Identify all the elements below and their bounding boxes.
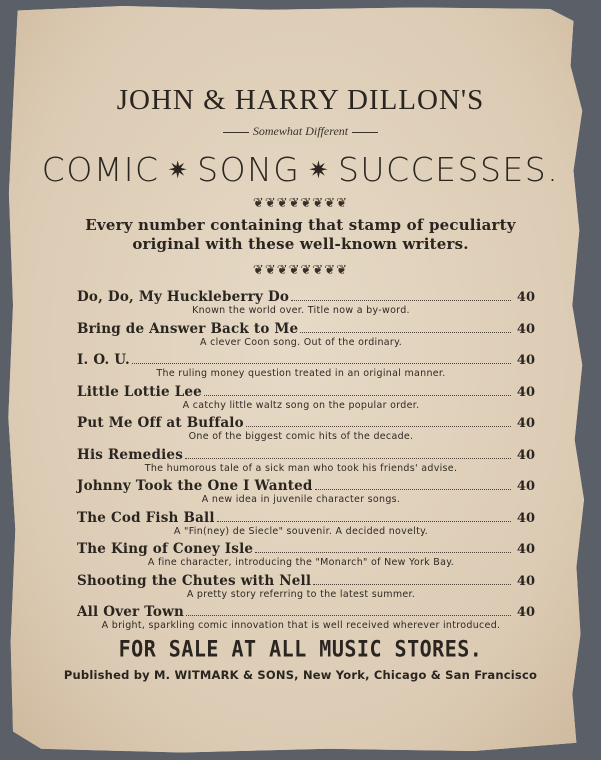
leader-dots [300,332,511,333]
song-price: 40 [516,416,535,431]
song-description: A bright, sparkling comic innovation that is well received wherever introduced. [101,620,501,631]
song-title: I. O. U. [77,352,130,368]
leader-dots [204,395,511,396]
song-entry [77,478,535,510]
song-description: A pretty story referring to the latest summer. [186,588,416,600]
song-entry [77,384,535,416]
leader-dots [186,615,511,616]
song-entry [77,415,535,447]
publisher-line: Published by M. WITMARK & SONS, New York, Chicago & San Francisco [63,668,538,682]
song-description: The ruling money question treated in an original manner. [156,368,446,379]
song-title: Little Lottie Lee [77,383,202,400]
leader-dots [217,521,511,522]
song-price: 40 [516,605,535,620]
left-flourish [223,132,249,133]
intro-text: Every number containing that stamp of peculiarty original with these well-known writers. [85,216,516,253]
song-price: 40 [516,353,535,368]
ornament-divider-bottom: ❦❦❦❦❦❦❦❦ [252,262,349,277]
song-title: Shooting the Chutes with Nell [77,572,312,589]
ornament-divider-top: ❦❦❦❦❦❦❦❦ [252,195,349,210]
song-title: Bring de Answer Back to Me [77,320,299,337]
sale-notice: FOR SALE AT ALL MUSIC STORES. [118,635,483,663]
song-title: All Over Town [77,604,184,620]
song-price: 40 [516,573,535,589]
song-entry [77,604,535,636]
leader-dots [315,489,511,490]
leader-dots [291,300,511,301]
leader-dots [246,426,511,427]
song-entry [77,321,535,353]
headline-word-2: SONG [197,150,301,189]
song-description: A clever Coon song. Out of the ordinary. [199,336,403,348]
leader-dots [313,584,511,585]
song-title: His Remedies [77,446,184,463]
song-description: A "Fin(ney) de Siecle" souvenir. A decided novelty. [173,525,429,537]
leader-dots [255,552,511,553]
song-description: A catchy little waltz song on the popular order. [182,399,420,411]
star-icon: ✷ [167,156,190,184]
right-flourish [352,132,378,133]
song-price: 40 [516,479,535,494]
page-title: JOHN & HARRY DILLON'S [116,84,485,116]
song-entry [77,510,535,542]
song-description: The humorous tale of a sick man who took his friends' advise. [144,462,458,474]
song-title: Johnny Took the One I Wanted [77,478,313,494]
leader-dots [185,458,511,459]
song-price: 40 [516,447,535,463]
song-entry [77,352,535,384]
headline-word-1: COMIC [41,150,160,189]
song-price: 40 [516,510,535,526]
song-title: The King of Coney Isle [77,541,254,557]
headline-word-3: SUCCESSES. [337,150,560,189]
song-title: Do, Do, My Huckleberry Do [77,289,290,305]
song-description: A fine character, introducing the "Monarch" of New York Bay. [147,557,455,568]
song-price: 40 [516,321,535,337]
headline [0,150,601,189]
song-entry [77,541,535,573]
song-entry [77,289,535,321]
song-description: A new idea in juvenile character songs. [201,494,401,505]
star-icon: ✷ [308,156,330,184]
leader-dots [132,363,511,364]
song-entry [77,573,535,605]
song-list [77,289,535,636]
song-title: Put Me Off at Buffalo [77,415,244,431]
song-price: 40 [516,290,535,305]
song-price: 40 [516,542,535,557]
song-title: The Cod Fish Ball [77,509,215,526]
subtitle [0,124,601,139]
song-entry [77,447,535,479]
song-description: One of the biggest comic hits of the decade. [188,431,414,442]
song-description: Known the world over. Title now a by-word. [192,305,410,316]
subtitle-text: Somewhat Different [252,124,349,138]
song-price: 40 [516,384,535,400]
